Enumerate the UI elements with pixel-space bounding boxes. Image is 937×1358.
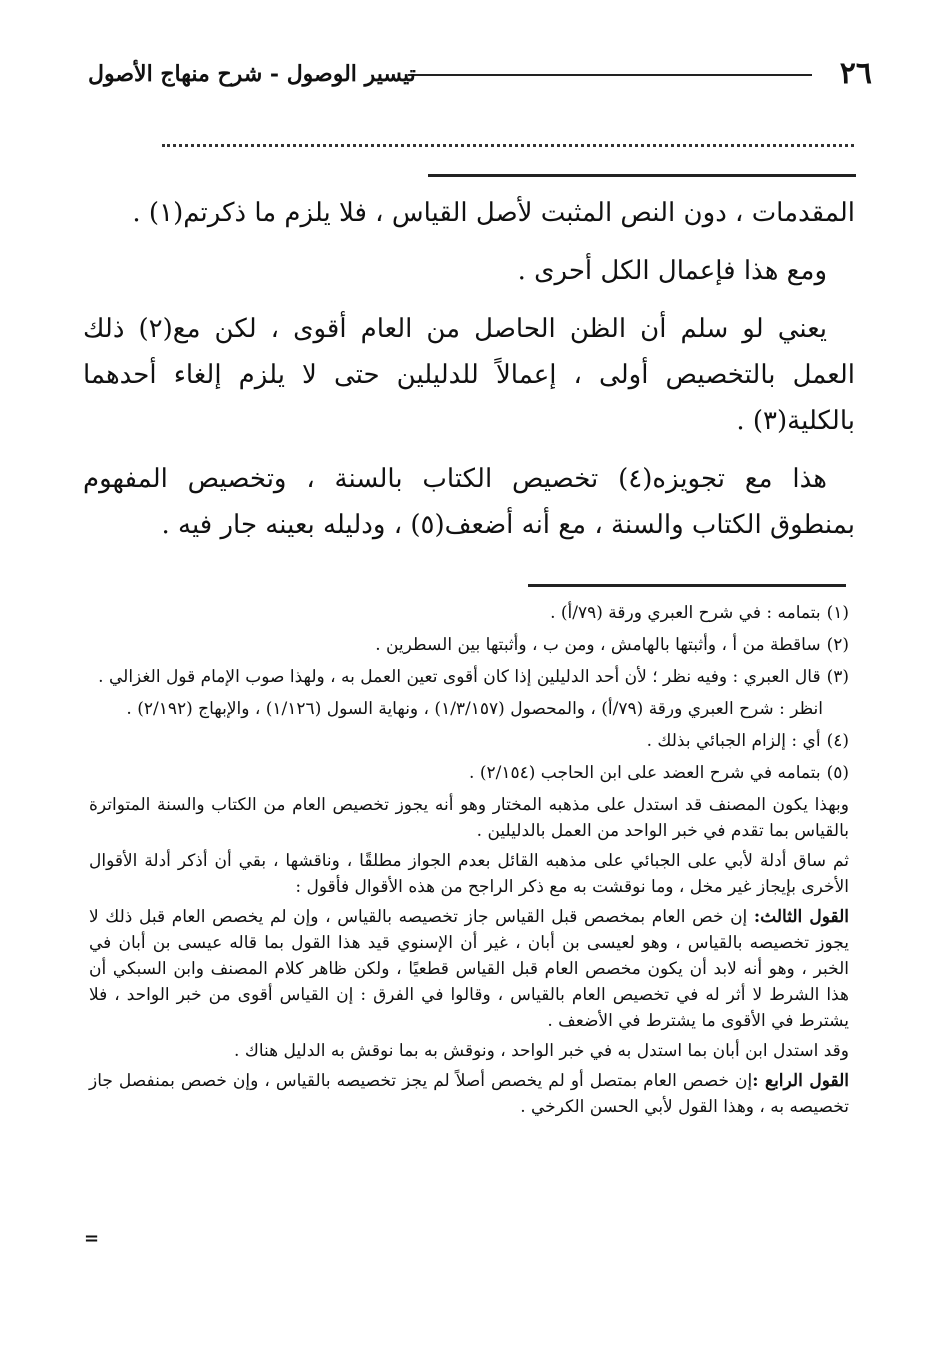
footnote-separator [528,584,846,587]
commentary-text: إن خصص العام بمتصل أو لم يخصص أصلاً لم يجز تخصيصه بالقياس ، وإن خصص بمنفصل جاز تخصيصه به ، وهذا القول لأبي الحسن الكرخي . [89,1071,849,1117]
main-paragraph: يعني لو سلم أن الظن الحاصل من العام أقوى ، لكن مع(٢) ذلك العمل بالتخصيص أولى ، إعمالاً للدليلين حتى لا يلزم إلغاء أحدهما بالكلية(٣) . [83,314,855,436]
footnote-number: (١) [826,603,849,623]
footnote [89,728,849,755]
footnote [89,760,849,787]
header-rule [408,74,812,76]
footnote-number: (٥) [826,763,849,783]
continuation-mark: = [84,1228,100,1249]
footnote [89,632,849,659]
commentary-heading: القول الثالث: [753,907,850,927]
page-number: ٢٦ [839,56,872,91]
commentary-paragraph: وقد استدل ابن أبان بما استدل به في خبر الواحد ، ونوقش به بما نوقش به الدليل هناك . [234,1041,849,1061]
commentary-paragraph [89,904,849,1034]
footnote [89,664,849,691]
text-separator [428,174,856,177]
commentary-paragraph [89,1068,849,1120]
footnotes [89,600,849,1124]
main-paragraph: هذا مع تجويزه(٤) تخصيص الكتاب بالسنة ، وتخصيص المفهوم بمنطوق الكتاب والسنة ، مع أنه أضعف(٥) ، ودليله بعينه جار فيه . [83,464,855,540]
footnote-text: أي : إلزام الجبائي بذلك . [646,731,821,751]
footnote-text: ساقطة من أ ، وأثبتها بالهامش ، ومن ب ، وأثبتها بين السطرين . [375,635,821,655]
footnote-number: (٤) [826,731,849,751]
page-header [88,56,872,96]
main-paragraph: ومع هذا فإعمال الكل أحرى . [517,256,827,286]
footnote-number: (٢) [826,635,849,655]
main-text [83,190,855,560]
dotted-separator [162,144,854,147]
commentary-text: إن خص العام بمخصص قبل القياس جاز تخصيصه بالقياس ، وإن لم يخصص العام قبل ذلك لا يجوز تخصيصه بالقياس ، وهو لعيسى بن أبان ، غير أن الإسنوي قيد هذا القول بما قاله عيسى بن أبان في الخبر ، وهو أنه لابد أن يكون مخصص العام قبل القياس قطعيًا ، ولكن ظاهر كلام المصنف وابن السبكي أن هذا الشرط لا أثر له في تخصيص العام بالقياس ، وقالوا في الفرق : إن القياس أقوى من خبر الواحد ، فلا يشترط في الأقوى ما يشترط في الأضعف . [89,907,849,1031]
commentary-paragraph: وبهذا يكون المصنف قد استدل على مذهبه المختار وهو أنه يجوز تخصيص العام من الكتاب والسنة المتواترة بالقياس بما تقدم في خبر الواحد من العمل بالدليلين . [89,795,849,841]
footnote [89,600,849,627]
footnote-text: بتمامه : في شرح العبري ورقة (٧٩/أ) . [550,603,821,623]
main-paragraph: المقدمات ، دون النص المثبت لأصل القياس ، فلا يلزم ما ذكرتم(١) . [132,198,855,228]
footnote-reference: انظر : شرح العبري ورقة (٧٩/أ) ، والمحصول (١/٣/١٥٧) ، ونهاية السول (١/١٢٦) ، والإبهاج (٢/١٩٢) . [126,699,823,719]
footnote-text: بتمامه في شرح العضد على ابن الحاجب (٢/١٥٤) . [469,763,821,783]
commentary-paragraph: ثم ساق أدلة لأبي على الجبائي على مذهبه القائل بعدم الجواز مطلقًا ، وناقشها ، بقي أن أذكر أدلة الأقوال الأخرى بإيجاز غير مخل ، وما نوقشت به مع ذكر الراجح من هذه الأقوال فأقول : [89,851,849,897]
commentary-heading: القول الرابع : [752,1071,849,1091]
footnote-number: (٣) [826,667,849,687]
running-title: تيسير الوصول - شرح منهاج الأصول [88,61,416,87]
footnote-text: قال العبري : وفيه نظر ؛ لأن أحد الدليلين إذا كان أقوى تعين العمل به ، ولهذا صوب الإمام قول الغزالي . [98,667,821,687]
